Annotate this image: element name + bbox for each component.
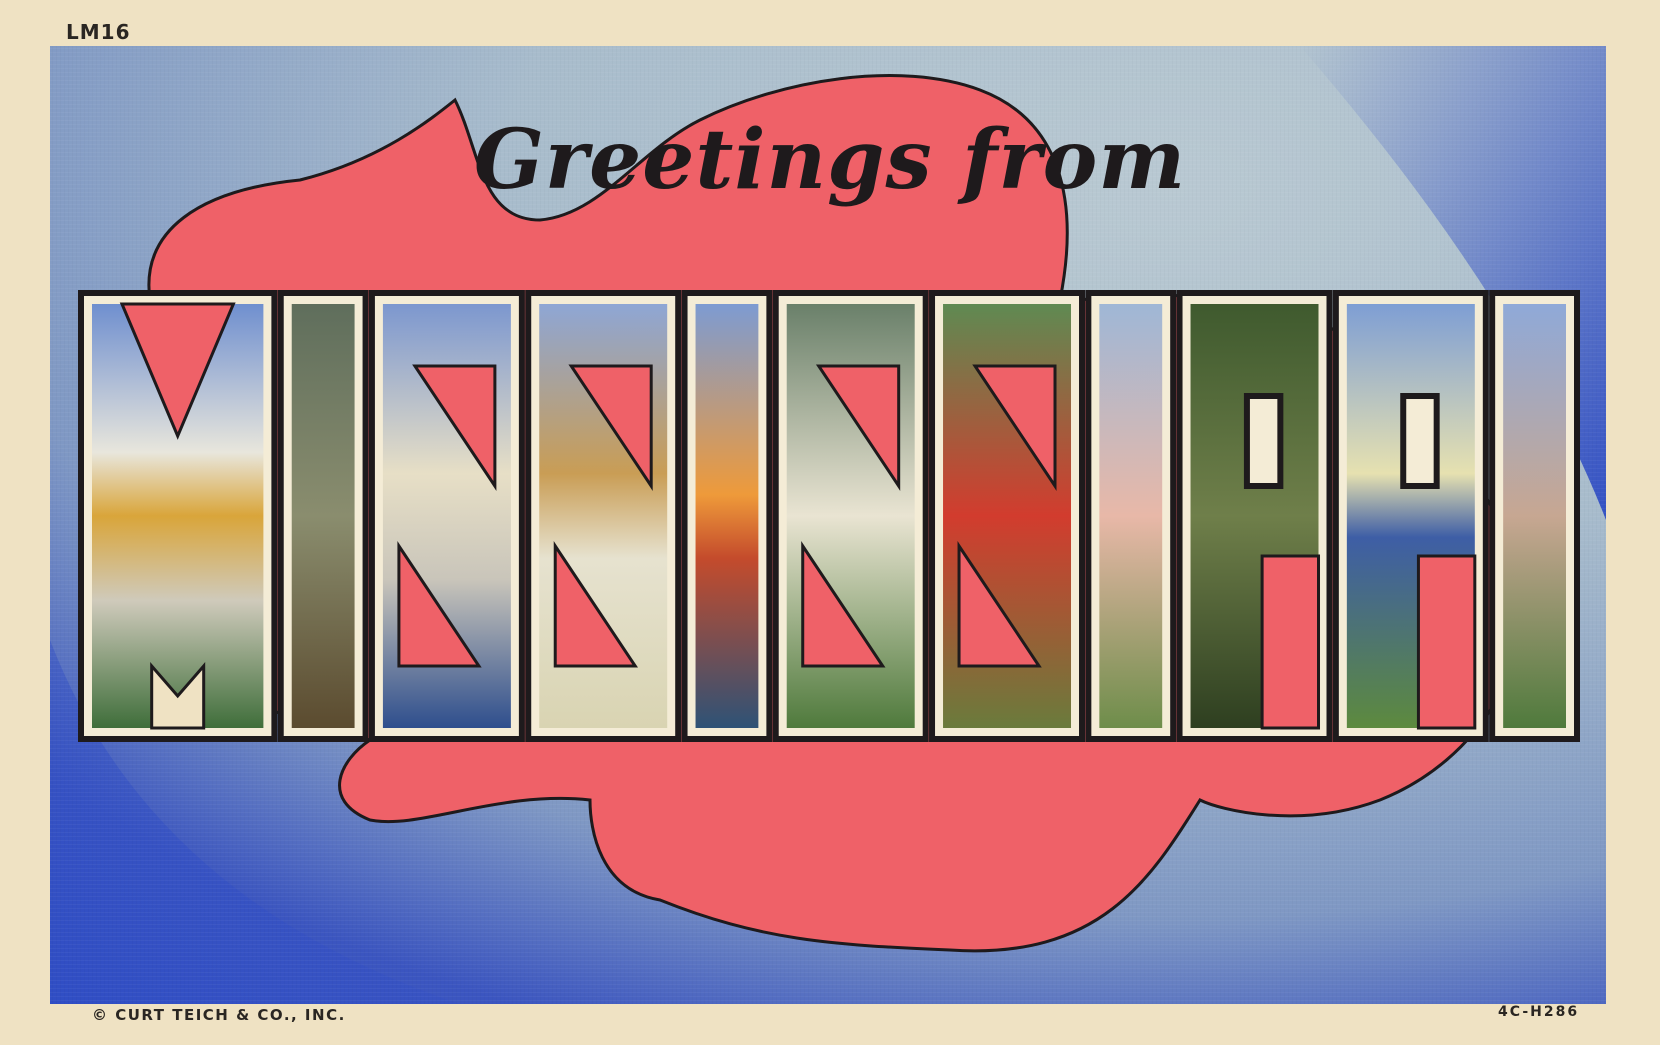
greeting-text: Greetings from (473, 112, 1187, 208)
letter-scene-sunset-over-water (696, 304, 759, 728)
catalog-code: LM16 (66, 20, 131, 44)
letter-5-i (682, 290, 773, 742)
letter-10-p (1333, 290, 1489, 742)
letter-p-lower-cut (1262, 556, 1318, 728)
state-name-letters (78, 290, 1580, 742)
state-name-label (0, 0, 1, 1)
print-code: 4C-H286 (1498, 1004, 1580, 1020)
letter-scene-lighthouse (1099, 304, 1162, 728)
letter-8-i (1085, 290, 1176, 742)
letter-3-s (369, 290, 525, 742)
letter-7-s (929, 290, 1085, 742)
copyright-text: © CURT TEICH & CO., INC. (92, 1006, 346, 1024)
letter-scene-oak-trees-with-moss (292, 304, 355, 728)
letter-scene-monument (1503, 304, 1566, 728)
letter-1-m (78, 290, 277, 742)
letter-p-bowl-hole (1247, 396, 1280, 486)
letter-11-i (1489, 290, 1580, 742)
letter-9-p (1177, 290, 1333, 742)
letter-2-i (278, 290, 369, 742)
letter-p-lower-cut (1418, 556, 1474, 728)
letter-6-s (773, 290, 929, 742)
letter-4-s (525, 290, 681, 742)
letter-p-bowl-hole (1403, 396, 1436, 486)
